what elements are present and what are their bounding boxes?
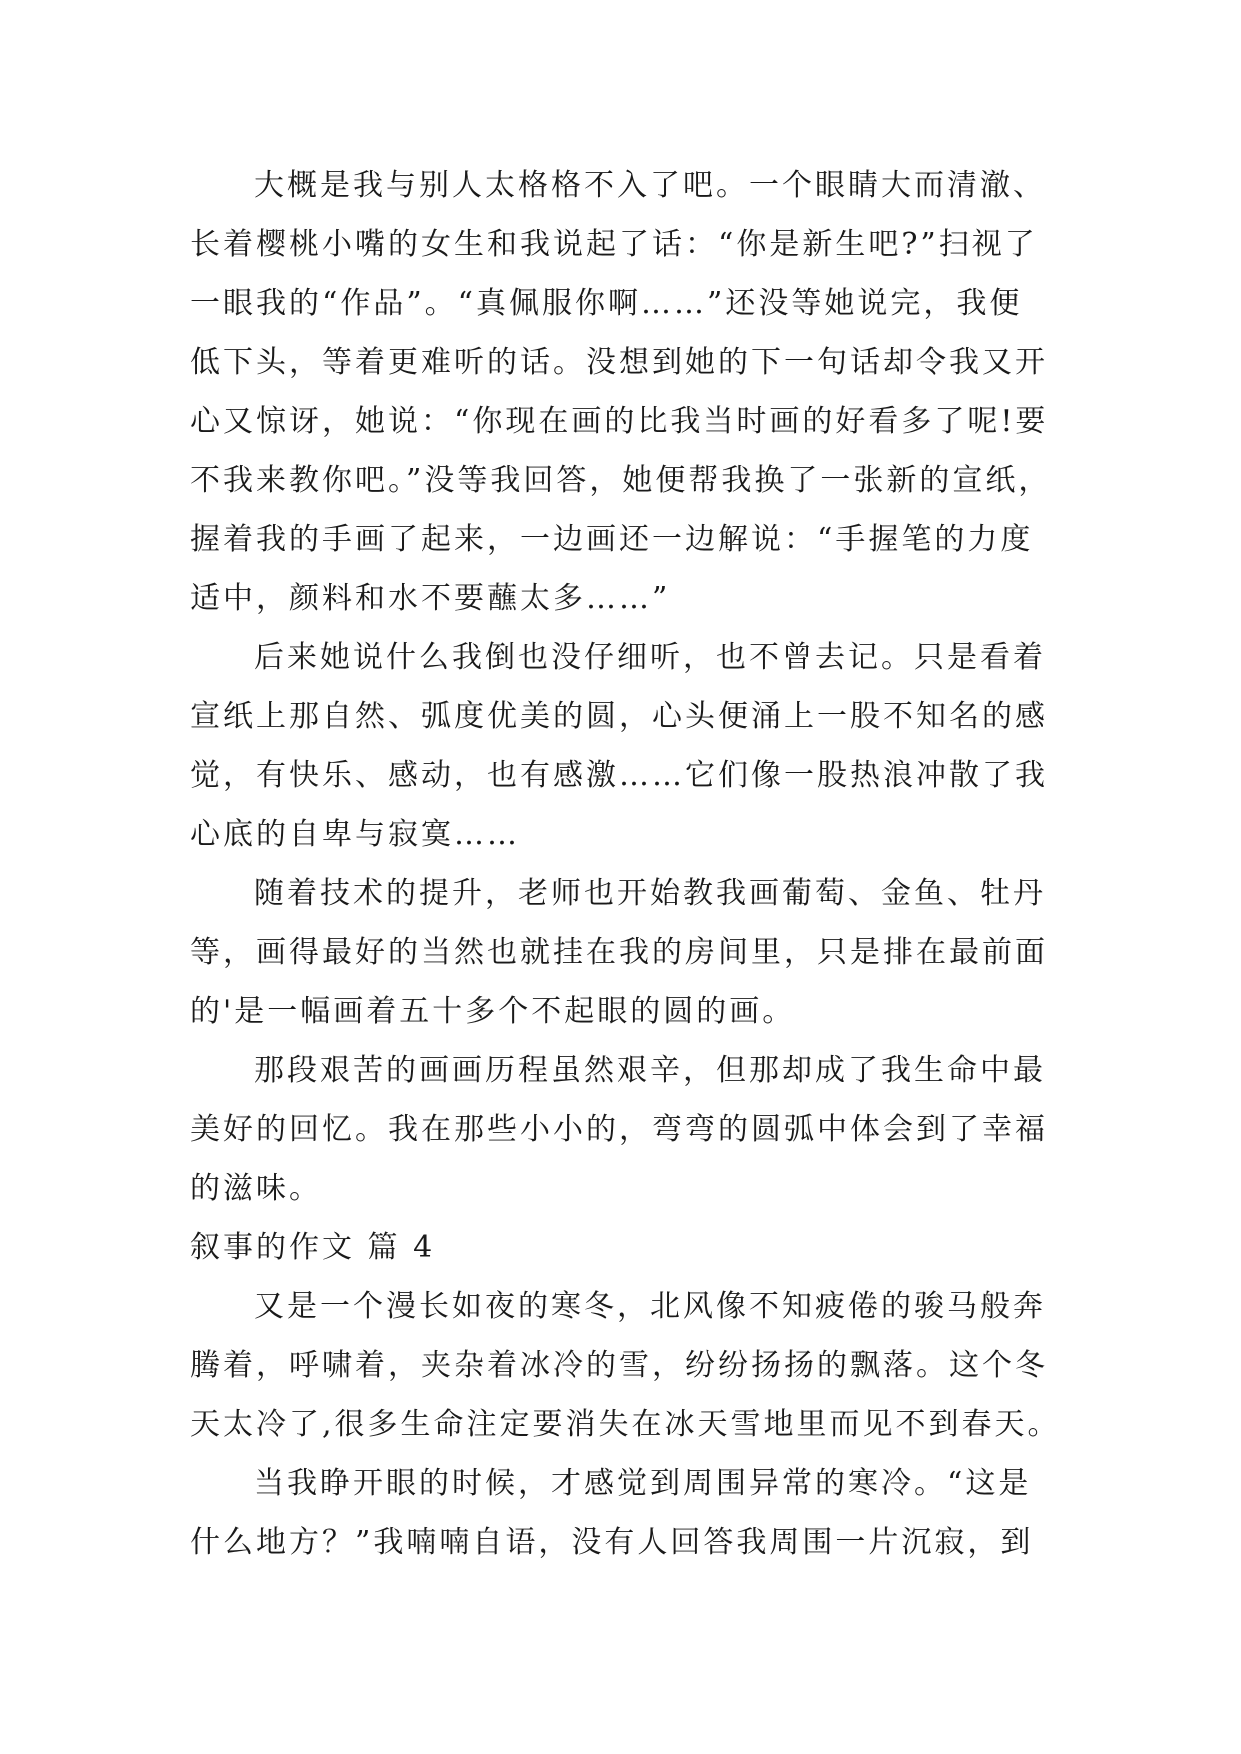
text-line: 随着技术的提升，老师也开始教我画葡萄、金鱼、牡丹 [254,876,1046,911]
text-line: 后来她说什么我倒也没仔细听，也不曾去记。只是看着 [254,640,1046,675]
text-line: 的'是一幅画着五十多个不起眼的圆的画。 [190,994,796,1029]
text-line: 那段艰苦的画画历程虽然艰辛，但那却成了我生命中最 [254,1053,1046,1088]
text-line: 腾着，呼啸着，夹杂着冰冷的雪，纷纷扬扬的飘落。这个冬 [190,1348,1048,1383]
text-line: 一眼我的“作品”。“真佩服你啊……”还没等她说完，我便 [190,286,1023,321]
text-line: 的滋味。 [190,1171,322,1206]
text-line: 适中，颜料和水不要蘸太多……” [190,581,671,616]
text-line: 心又惊讶，她说：“你现在画的比我当时画的好看多了呢!要 [190,404,1049,439]
text-line: 宣纸上那自然、弧度优美的圆，心头便涌上一股不知名的感 [190,699,1048,734]
section-heading: 叙事的作文 篇 4 [190,1230,436,1265]
text-line: 长着樱桃小嘴的女生和我说起了话：“你是新生吧?”扫视了 [190,227,1038,262]
text-line: 又是一个漫长如夜的寒冬，北风像不知疲倦的骏马般奔 [254,1289,1046,1324]
text-line: 美好的回忆。我在那些小小的，弯弯的圆弧中体会到了幸福 [190,1112,1048,1147]
text-line: 什么地方？”我喃喃自语，没有人回答我周围一片沉寂，到 [190,1525,1034,1560]
text-line: 当我睁开眼的时候，才感觉到周围异常的寒冷。“这是 [254,1466,1032,1501]
text-line: 等，画得最好的当然也就挂在我的房间里，只是排在最前面 [190,935,1048,970]
text-line: 天太冷了,很多生命注定要消失在冰天雪地里而见不到春天。 [190,1407,1061,1442]
text-line: 低下头，等着更难听的话。没想到她的下一句话却令我又开 [190,345,1048,380]
text-line: 不我来教你吧。”没等我回答，她便帮我换了一张新的宣纸， [190,463,1052,498]
text-line: 心底的自卑与寂寞…… [190,817,520,852]
text-line: 大概是我与别人太格格不入了吧。一个眼睛大而清澈、 [254,168,1046,203]
text-line: 握着我的手画了起来，一边画还一边解说：“手握笔的力度 [190,522,1034,557]
document-body [190,156,1070,1572]
text-line: 觉，有快乐、感动，也有感激……它们像一股热浪冲散了我 [190,758,1048,793]
